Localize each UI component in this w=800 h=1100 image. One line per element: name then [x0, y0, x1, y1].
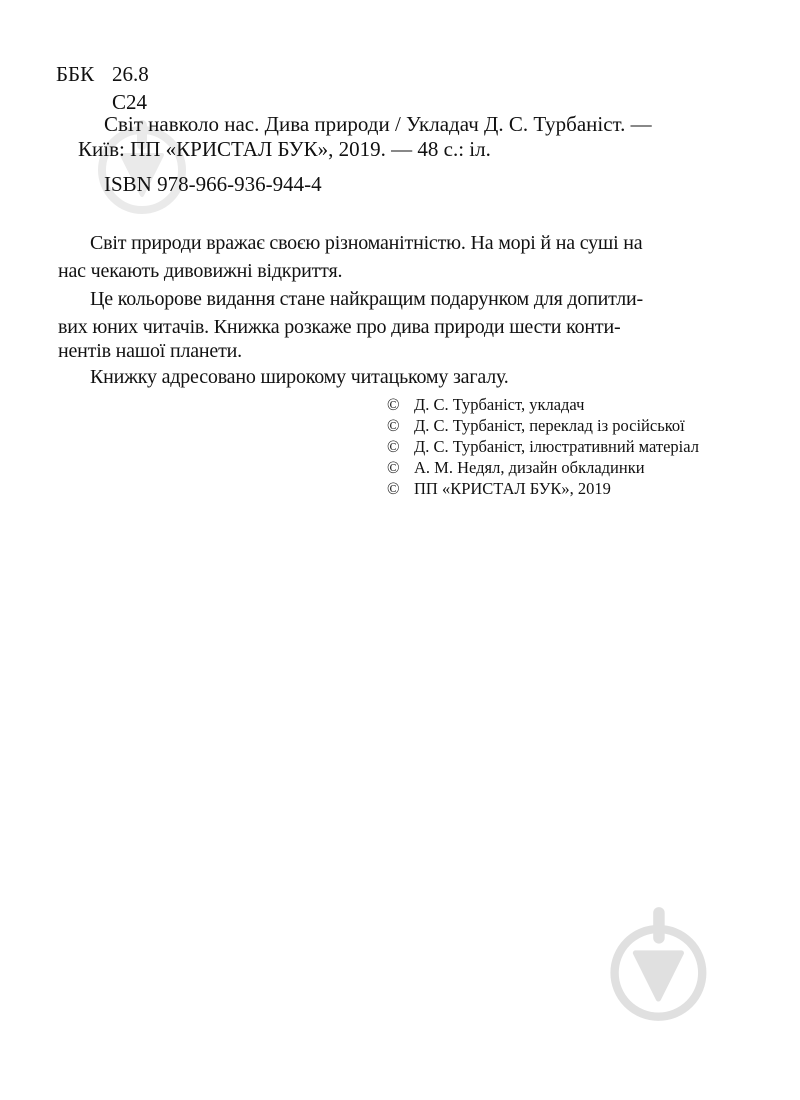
annotation-line: Світ природи вражає своєю різноманітністю. На морі й на суші на [90, 232, 643, 254]
copyright-symbol: © [387, 416, 400, 435]
copyright-symbol: © [387, 479, 400, 498]
copyright-entry: Д. С. Турбаніст, переклад із російської [414, 416, 685, 435]
watermark-icon [608, 905, 713, 1025]
annotation-line: Книжку адресовано широкому читацькому загалу. [90, 366, 509, 388]
copyright-symbol: © [387, 395, 400, 414]
annotation-line: Це кольорове видання стане найкращим подарунком для допитли- [90, 288, 643, 310]
isbn: ISBN 978-966-936-944-4 [104, 172, 322, 196]
bib-description-line1: Світ навколо нас. Дива природи / Укладач Д. С. Турбаніст. — [104, 112, 652, 136]
copyright-entry: Д. С. Турбаніст, ілюстративний матеріал [414, 437, 699, 456]
copyright-entry: ПП «КРИСТАЛ БУК», 2019 [414, 479, 611, 498]
bib-description-line2: Київ: ПП «КРИСТАЛ БУК», 2019. — 48 с.: іл. [78, 137, 491, 161]
bbk-label: ББК [56, 62, 95, 86]
copyright-entry: Д. С. Турбаніст, укладач [414, 395, 585, 414]
annotation-line: нас чекають дивовижні відкриття. [58, 260, 343, 282]
annotation-line: нентів нашої планети. [58, 340, 242, 362]
bbk-code: 26.8 [112, 62, 149, 86]
author-mark: С24 [112, 90, 148, 114]
copyright-symbol: © [387, 437, 400, 456]
copyright-symbol: © [387, 458, 400, 477]
copyright-entry: А. М. Недял, дизайн обкладинки [414, 458, 645, 477]
annotation-line: вих юних читачів. Книжка розкаже про дива природи шести конти- [58, 316, 621, 338]
